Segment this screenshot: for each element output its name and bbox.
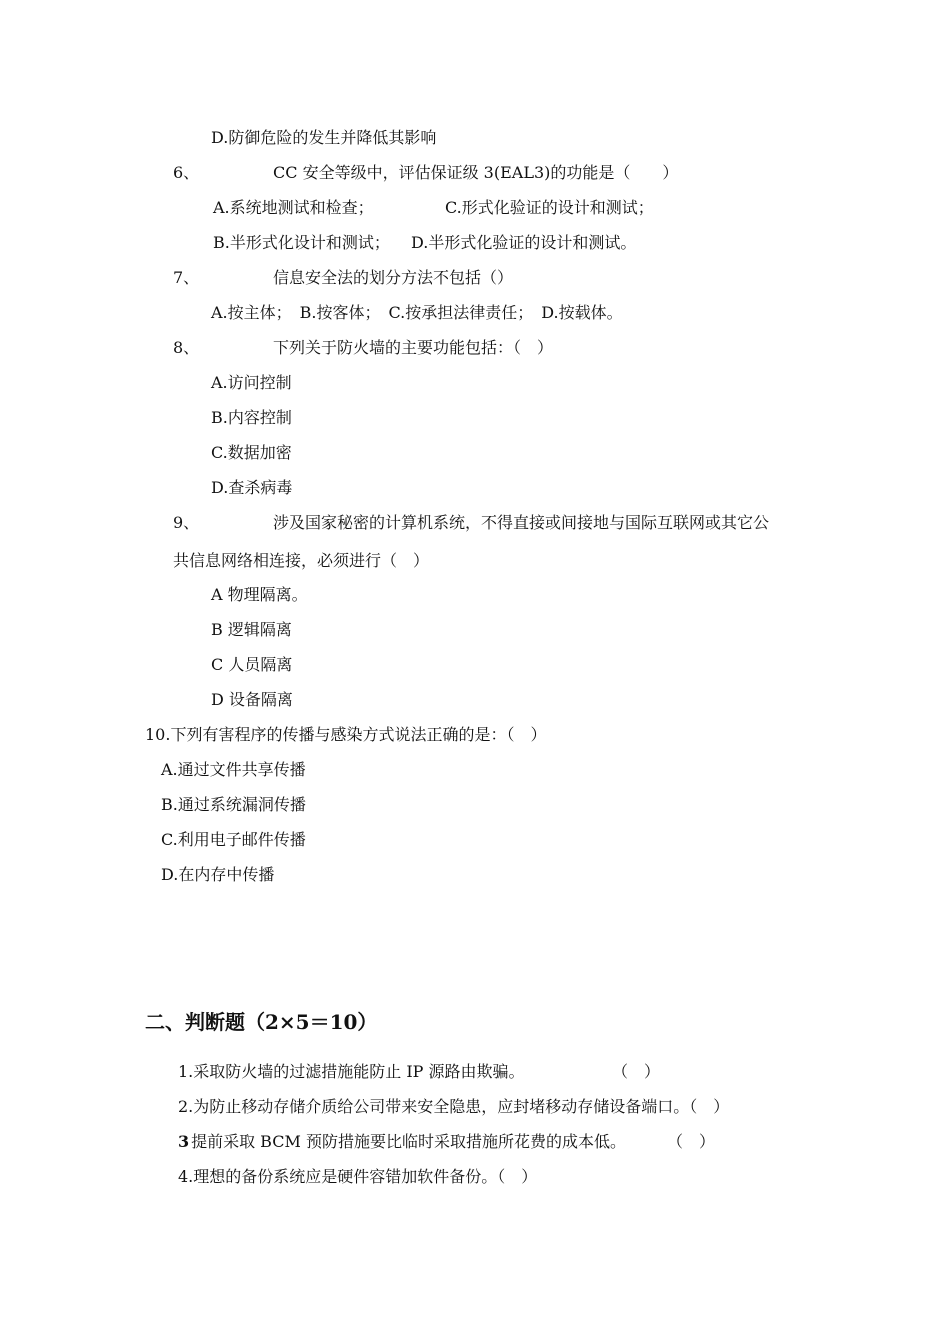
q8-number: 8、 [173, 338, 200, 357]
tf-item-3: 提前采取 BCM 预防措施要比临时采取措施所花费的成本低。 [186, 1132, 626, 1151]
q9-option-a: A 物理隔离。 [211, 585, 308, 604]
tf-item-2: 2.为防止移动存储介质给公司带来安全隐患，应封堵移动存储设备端口。（ ） [178, 1097, 730, 1116]
tf-item-3-number: 3 [178, 1132, 190, 1151]
q10-option-b: B.通过系统漏洞传播 [161, 795, 306, 814]
q9-option-b: B 逻辑隔离 [211, 620, 292, 639]
section-heading-true-false: 二、判断题（2×5＝10） [145, 1010, 378, 1034]
tf-item-4: 4.理想的备份系统应是硬件容错加软件备份。（ ） [178, 1167, 538, 1186]
q8-option-c: C.数据加密 [211, 443, 292, 462]
q7-number: 7、 [173, 268, 200, 287]
q6-option-a: A.系统地测试和检查； [213, 198, 374, 217]
tf-item-1: 1.采取防火墙的过滤措施能防止 IP 源路由欺骗。 [178, 1062, 525, 1081]
q8-option-b: B.内容控制 [211, 408, 292, 427]
q9-stem-line2: 共信息网络相连接，必须进行（ ） [173, 551, 430, 570]
tf-item-3-answer-blank: （ ） [667, 1132, 716, 1151]
q6-option-b: B.半形式化设计和测试； [213, 233, 390, 252]
q10-option-c: C.利用电子邮件传播 [161, 830, 306, 849]
tf-item-1-answer-blank: （ ） [612, 1062, 661, 1081]
q6-option-c: C.形式化验证的设计和测试； [445, 198, 654, 217]
q8-stem: 下列关于防火墙的主要功能包括：（ ） [273, 338, 554, 357]
q6-stem: CC 安全等级中，评估保证级 3(EAL3)的功能是（ ） [273, 163, 679, 182]
q5-option-d: D.防御危险的发生并降低其影响 [211, 128, 437, 147]
q6-number: 6、 [173, 163, 200, 182]
q10-stem: 10.下列有害程序的传播与感染方式说法正确的是：（ ） [145, 725, 547, 744]
q7-options: A.按主体； B.按客体； C.按承担法律责任； D.按载体。 [211, 303, 623, 322]
q9-option-d: D 设备隔离 [211, 690, 293, 709]
q10-option-a: A.通过文件共享传播 [161, 760, 306, 779]
q7-stem: 信息安全法的划分方法不包括（） [273, 268, 514, 287]
q6-option-d: D.半形式化验证的设计和测试。 [411, 233, 637, 252]
q9-number: 9、 [173, 513, 200, 532]
q9-stem-line1: 涉及国家秘密的计算机系统，不得直接或间接地与国际互联网或其它公 [273, 513, 770, 532]
q10-option-d: D.在内存中传播 [161, 865, 275, 884]
q8-option-d: D.查杀病毒 [211, 478, 293, 497]
q8-option-a: A.访问控制 [211, 373, 292, 392]
q9-option-c: C 人员隔离 [211, 655, 293, 674]
